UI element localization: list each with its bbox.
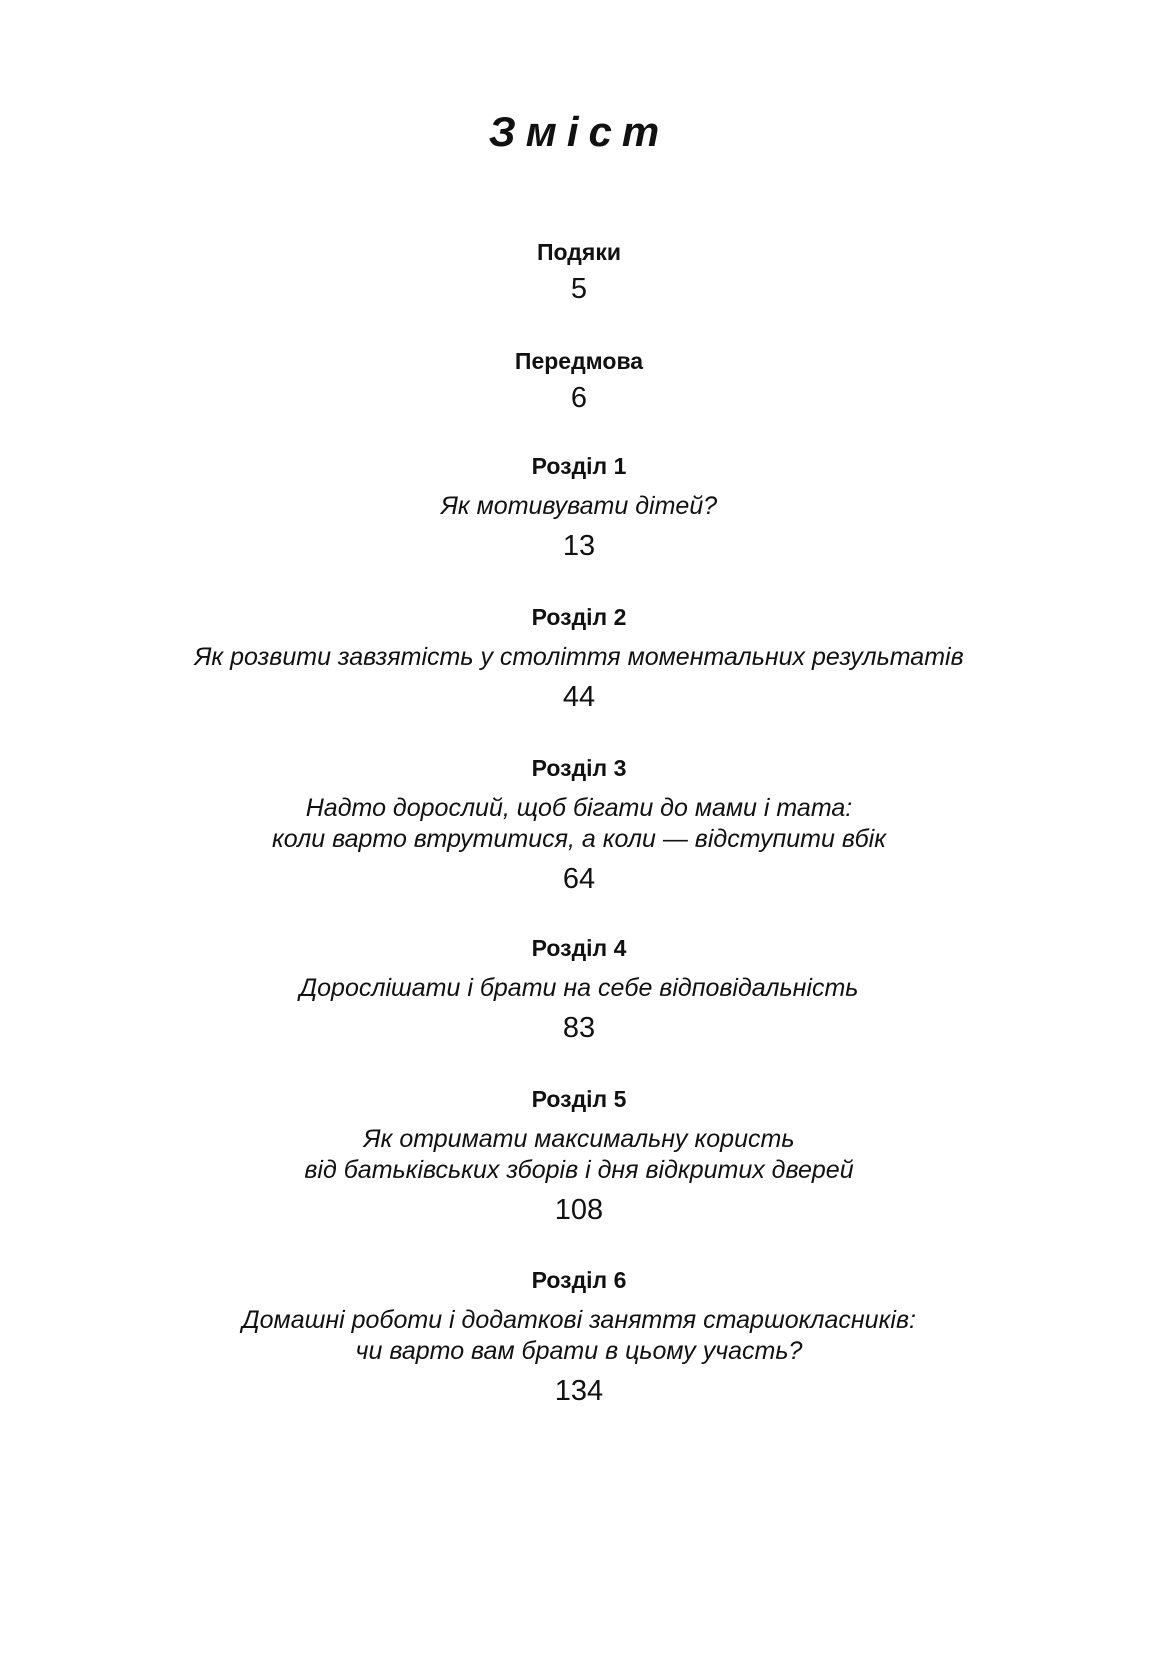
toc-entry-heading: Розділ 6 (531, 1267, 627, 1293)
toc-entry-page-number: 5 (570, 273, 588, 305)
toc-entry-page-number: 64 (562, 863, 596, 895)
toc-entry-chapter-4 (0, 934, 1158, 1045)
toc-entry-subtitle-line-1: Надто дорослий, щоб бігати до мами і тата: (305, 794, 853, 822)
toc-entry-chapter-2 (0, 603, 1158, 714)
toc-entry-subtitle-line-2: від батьківських зборів і дня відкритих дверей (304, 1156, 854, 1184)
toc-entry-subtitle-line-2: чи варто вам брати в цьому участь? (355, 1337, 803, 1365)
toc-entry-acknowledgements (0, 238, 1158, 306)
toc-entry-subtitle-line-1: Домашні роботи і додаткові заняття старшокласників: (242, 1306, 916, 1334)
toc-entry-page-number: 13 (562, 530, 596, 562)
toc-entry-subtitle: Як мотивувати дітей? (440, 492, 718, 520)
toc-entry-heading: Розділ 1 (531, 453, 627, 479)
toc-entry-heading: Передмова (514, 348, 644, 374)
toc-entry-subtitle: Як розвити завзятість у століття моментальних результатів (194, 643, 964, 671)
toc-entry-chapter-3 (0, 754, 1158, 896)
toc-entry-page-number: 44 (562, 681, 596, 713)
toc-entry-heading: Розділ 2 (531, 604, 627, 630)
toc-entry-chapter-5 (0, 1085, 1158, 1227)
toc-entry-page-number: 134 (554, 1375, 604, 1407)
toc-entry-page-number: 6 (570, 382, 588, 414)
toc-entry-heading: Подяки (537, 239, 621, 265)
page-title: Зміст (488, 108, 670, 155)
toc-entry-chapter-6 (0, 1266, 1158, 1408)
toc-entry-subtitle-line-1: Як отримати максимальну користь (363, 1125, 795, 1153)
toc-entry-subtitle: Дорослішати і брати на себе відповідальність (299, 974, 859, 1002)
toc-entry-chapter-1 (0, 452, 1158, 563)
toc-entry-heading: Розділ 3 (531, 755, 627, 781)
toc-entry-page-number: 83 (562, 1012, 596, 1044)
toc-entry-page-number: 108 (554, 1194, 604, 1226)
toc-entry-heading: Розділ 5 (531, 1086, 627, 1112)
toc-entry-foreword (0, 347, 1158, 415)
toc-entry-heading: Розділ 4 (531, 935, 627, 961)
toc-entry-subtitle-line-2: коли варто втрутитися, а коли — відступити вбік (271, 825, 887, 853)
